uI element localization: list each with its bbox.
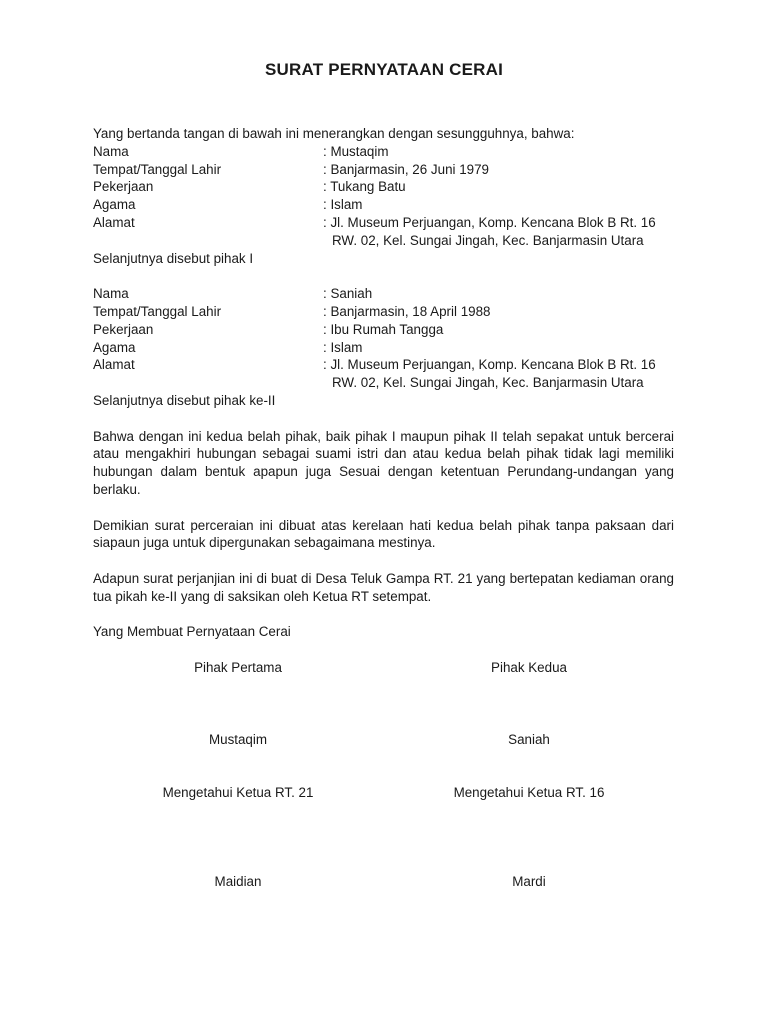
field-value: : Banjarmasin, 26 Juni 1979 [323,161,489,177]
field-value: : Jl. Museum Perjuangan, Komp. Kencana Blok B Rt. 16 [323,357,656,373]
witness1-signatory: Maidian [214,874,262,889]
party1-religion-row [93,196,674,214]
intro-text: Yang bertanda tangan di bawah ini menerangkan dengan sesungguhnya, bahwa: [93,126,575,141]
party1-designation: Selanjutnya disebut pihak I [93,250,254,266]
field-value: : Banjarmasin, 18 April 1988 [323,303,491,319]
closing-text: Yang Membuat Pernyataan Cerai [93,624,291,640]
field-value: : Islam [323,197,363,213]
field-label: Nama [93,286,129,302]
party1-address-line2: RW. 02, Kel. Sungai Jingah, Kec. Banjarmasin Utara [332,232,644,248]
field-label: Agama [93,339,136,355]
document-body [93,125,674,641]
field-label: Pekerjaan [93,321,154,337]
field-value: : Saniah [323,286,373,302]
field-label: Tempat/Tanggal Lahir [93,161,222,177]
witness1-role: Mengetahui Ketua RT. 21 [162,785,314,800]
party2-role: Pihak Kedua [491,660,567,675]
party2-address-line2: RW. 02, Kel. Sungai Jingah, Kec. Banjarmasin Utara [332,375,644,391]
party1-birth-row [93,161,674,179]
field-label: Alamat [93,357,135,373]
document-title: SURAT PERNYATAAN CERAI [264,60,503,79]
party2-signatory: Saniah [508,732,550,747]
voluntary-paragraph: Demikian surat perceraian ini dibuat atas kerelaan hati kedua belah pihak tanpa paksaan dari siapaun juga untuk dipergunakan sebagaimana mestinya. [93,517,674,551]
party1-signatory: Mustaqim [208,732,268,747]
witness2-signatory: Mardi [512,874,546,889]
field-label: Nama [93,143,129,159]
field-value: : Islam [323,339,363,355]
field-value: : Tukang Batu [323,179,406,195]
party2-designation: Selanjutnya disebut pihak ke-II [93,392,276,408]
location-paragraph: Adapun surat perjanjian ini di buat di Desa Teluk Gampa RT. 21 yang bertepatan kediaman orang tua pikah ke-II yang di saksikan oleh Ketua RT setempat. [93,570,674,604]
field-label: Tempat/Tanggal Lahir [93,303,222,319]
field-value: : Mustaqim [323,143,389,159]
party1-name-row [93,143,674,161]
party2-address-row [93,356,674,374]
party2-job-row [93,321,674,339]
field-label: Pekerjaan [93,179,154,195]
party2-birth-row [93,303,674,321]
field-value: : Jl. Museum Perjuangan, Komp. Kencana Blok B Rt. 16 [323,214,656,230]
party2-religion-row [93,339,674,357]
agreement-paragraph: Bahwa dengan ini kedua belah pihak, baik pihak I maupun pihak II telah sepakat untuk bercerai atau mengakhiri hubungan sebagai suami istri dan atau kedua belah pihak tidak lagi memiliki hubungan dalam bentuk apapun juga Sesuai dengan ketentuan Perundang-undangan yang berlaku. [93,428,674,497]
field-value: : Ibu Rumah Tangga [323,321,444,337]
party1-role: Pihak Pertama [194,660,282,675]
party1-address-row [93,214,674,232]
field-label: Alamat [93,214,135,230]
witness2-role: Mengetahui Ketua RT. 16 [453,785,605,800]
party1-job-row [93,178,674,196]
field-label: Agama [93,197,136,213]
party2-name-row [93,285,674,303]
